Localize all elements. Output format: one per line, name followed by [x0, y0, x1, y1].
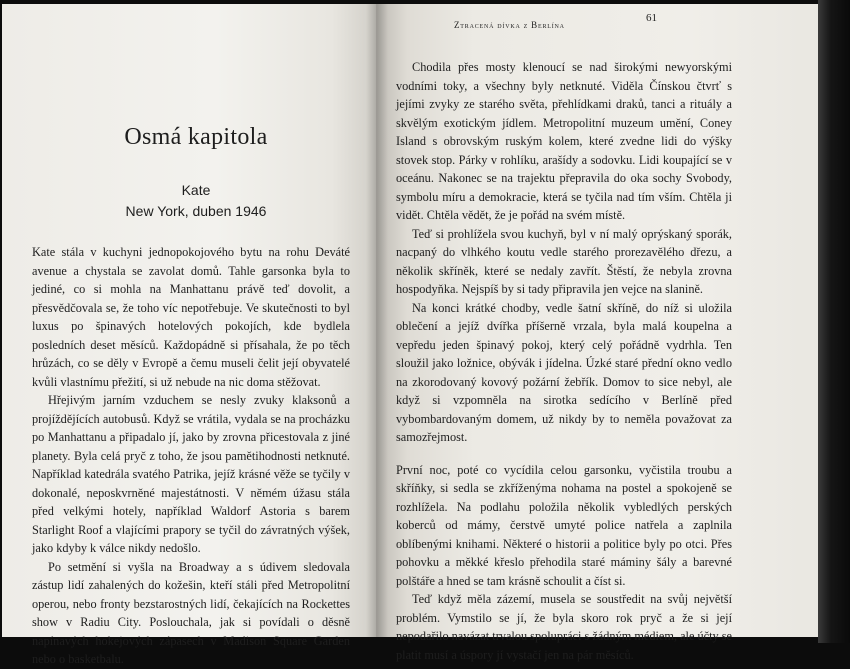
paragraph: První noc, poté co vycídila celou garsonku, vyčistila troubu a skříňky, si sedla se zkříženýma nohama na postel a spokojeně se rozhlížela. Na podlahu položila několik vybledlých perských koberců od mámy, čerstvě umyté police natřela a zaplnila oblíbenými knihami. Některé o historii a politice byly po otci. Přes pohovku a měkké křeslo přehodila staré máminy šály a barevné polštáře a hned se tam krásně schoulit a číst si.	[396, 462, 732, 588]
paragraph: Teď si prohlížela svou kuchyň, byl v ní malý oprýskaný sporák, nacpaný do vlhkého koutu vedle starého prorezavělého dřezu, a několik skříněk, které se nedaly zavřít. Štěstí, že nebyla zrovna hospodyňka. Nejspíš by si tady připravila jen vejce na slanině.	[396, 226, 732, 296]
chapter-title: Osmá kapitola	[124, 124, 268, 150]
right-page-body	[396, 58, 732, 664]
page-number: 61	[646, 12, 657, 24]
chapter-character-name: Kate	[181, 182, 211, 198]
paragraph: Po setmění si vyšla na Broadway a s údivem sledovala zástup lidí zahalených do kožešin, kteří stáli před Metropolitní operou, nebo fronty bezstarostných lidí, čekajících na Rockettes show v Radiu City. Poslouchala, jak si povídali o děsně napínavých hokejových zápasech v Madison Square Garden nebo o basketbalu.	[32, 559, 350, 666]
paragraph: Kate stála v kuchyni jednopokojového bytu na rohu Deváté avenue a chystala se zavolat domů. Tahle garsonka byla to jediné, co si mohla na Manhattanu právě teď dovolit, a přesvědčovala se, že toho víc nepotřebuje. Ve skutečnosti to byl luxus po špinavých hotelových pokojích, kde bydlela posledních deset měsíců. Každopádně si přísahala, že po těch hrůzách, co se děly v Evropě a čemu museli čelit její obyvatelé kvůli vlastnímu přežití, si už nebude na nic doma stěžovat.	[32, 245, 350, 389]
right-page	[376, 4, 822, 662]
left-page	[2, 4, 390, 666]
paragraph: Hřejivým jarním vzduchem se nesly zvuky klaksonů a projíždějících autobusů. Když se vrátila, vydala se na procházku po Manhattanu a připadalo jí, jako by zrovna přicestovala z jiné planety. Byla celá pryč z toho, že jsou pamětihodnosti netknuté. Například katedrála svatého Patrika, jejíž krásné věže se tyčily v dokonalé, neposkvrněné majestátnosti. V němém úžasu stála před velkými hotely, například Waldorf Astoria s barem Starlight Roof a vlajícími prapory se tyčil do závratných výšek, jako kdyby k válce nikdy nedošlo.	[32, 393, 350, 555]
paragraph: Teď když měla zázemí, musela se soustředit na svůj největší problém. Vymstilo se jí, že byla skoro rok pryč a že si její nepodařilo navázat trvalou spolupráci s žádným médiem, ale účty se platit musí a úspory jí vystačí jen na pár měsíců.	[396, 592, 732, 662]
paragraph: Chodila přes mosty klenoucí se nad širokými newyorskými vodními toky, a všechny byly netknuté. Viděla Čínskou čtvrť s jejími zvyky ze starého světa, přehlídkami draků, tanci a rituály a skvělým exotickým jídlem. Metropolitní muzeum umění, Coney Island s obrovským ruským kolem, které zvedne lidi do výšky stovek stop. Párky v rohlíku, arašídy a sodovku. Lidi koupající se v oceánu. Nakonec se na trajektu přepravila do oka sochy Svobody, symbolu míru a demokracie, která se tyčila nad tím vším. Chtěla ji vidět. Chtěla vědět, že je pořád na svém místě.	[396, 60, 732, 222]
running-head: Ztracená dívka z Berlína	[454, 20, 565, 30]
left-page-body	[32, 243, 350, 669]
paragraph: Na konci krátké chodby, vedle šatní skříně, do níž si uložila oblečení a jejíž dvířka příšerně vrzala, byla malá koupelna a vepředu jeden špinavý pokoj, který celý pořádně vydrhla. Ten sloužil jako ložnice, obývák i jídelna. Úzké staré přední okno vedlo na zkorodovaný kovový požární žebřík. Domov to sice nebyl, ale když si vzpomněla na sirotka sedícího v Berlíně před vybombardovaným domem, už nikdy by to neměla považovat za samozřejmost.	[396, 300, 732, 444]
page-edge-background	[818, 0, 850, 643]
chapter-place-date: New York, duben 1946	[125, 203, 267, 219]
book-gutter-shadow	[366, 4, 388, 637]
